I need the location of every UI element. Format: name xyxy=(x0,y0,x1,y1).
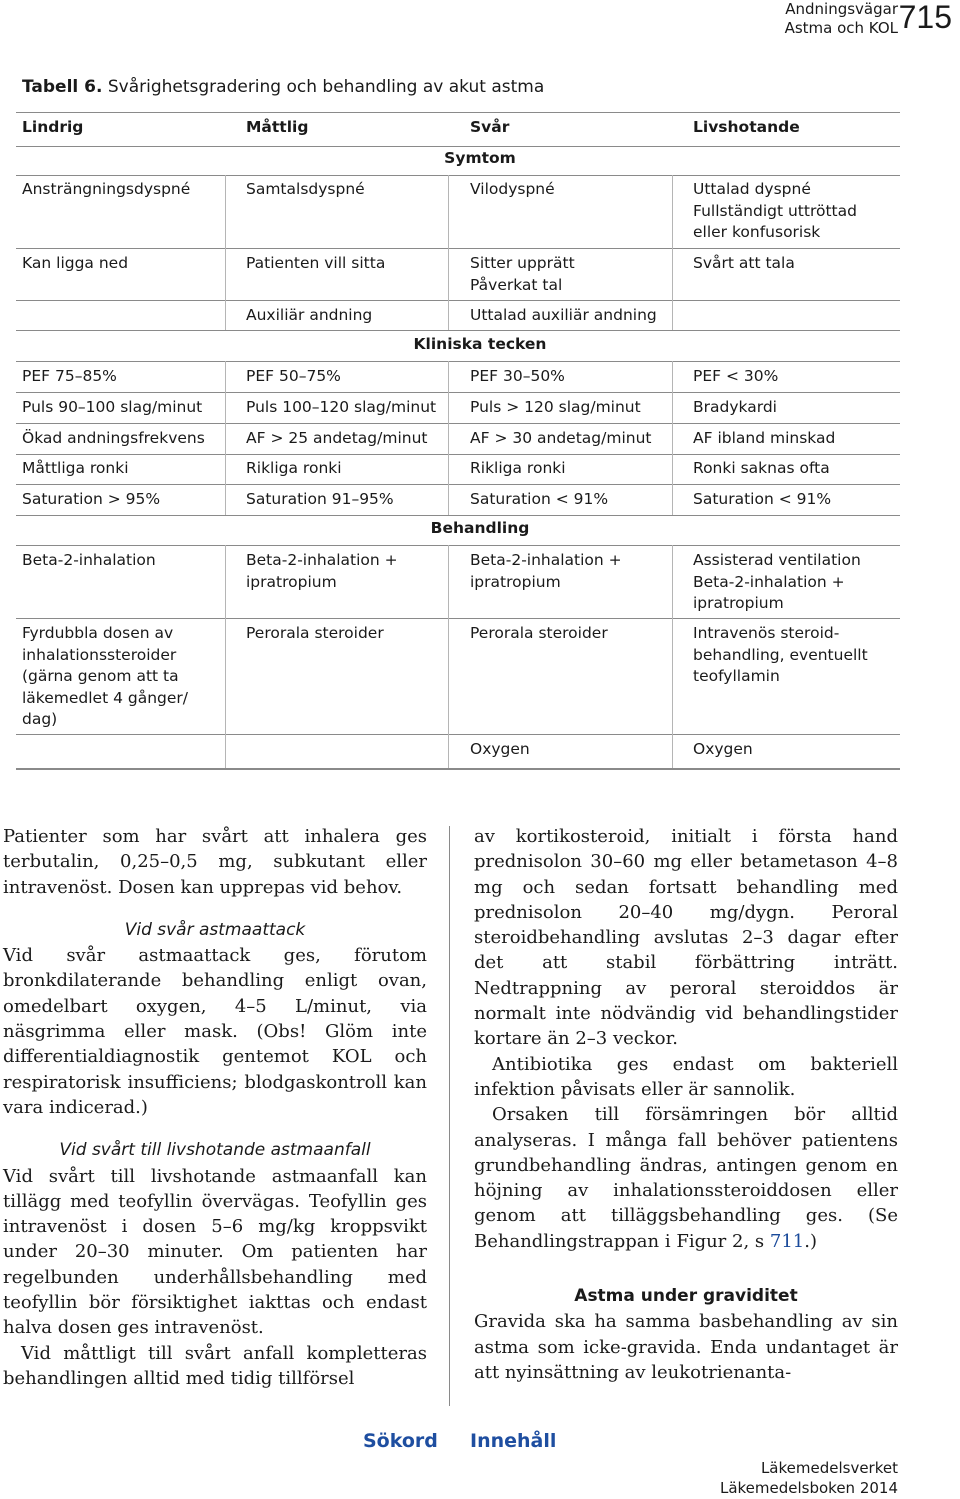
running-header-subsection: Astma och KOL xyxy=(784,19,898,37)
table-cell xyxy=(470,623,608,645)
column-divider xyxy=(449,826,450,1406)
table-rule xyxy=(16,146,900,147)
cell-line: Svårt att tala xyxy=(693,254,795,272)
table-cell: Puls 90–100 slag/minut xyxy=(22,398,203,416)
table-cell: Saturation 91–95% xyxy=(246,490,394,508)
cell-line: Fullständigt uttröttad xyxy=(693,201,857,220)
table-cell: AF > 30 andetag/minut xyxy=(470,429,652,447)
subheading: Vid svårt till livshotande astmaanfall xyxy=(59,1140,371,1161)
cell-line: Perorala steroider xyxy=(246,624,384,642)
cell-line: Patienten vill sitta xyxy=(246,254,386,272)
table-cell xyxy=(246,623,384,645)
table-rule xyxy=(16,515,900,516)
section-heading-symtom: Symtom xyxy=(444,149,516,167)
table-cell: Rikliga ronki xyxy=(246,459,342,477)
cell-line: ipratropium xyxy=(470,572,561,591)
column-header: Lindrig xyxy=(22,118,84,136)
footer-book-title: Läkemedelsboken 2014 xyxy=(719,1479,898,1497)
table-cell xyxy=(246,179,365,201)
paragraph: Vid måttligt till svårt anfall kompletteras behandlingen alltid med tidig tillförsel xyxy=(3,1342,427,1389)
table-cell: PEF < 30% xyxy=(693,367,779,385)
search-index-link[interactable]: Sökord xyxy=(363,1430,438,1452)
cell-line: Assisterad ventilation xyxy=(693,551,861,569)
table-cell xyxy=(246,253,385,275)
cell-line: Samtalsdyspné xyxy=(246,180,365,198)
column-separator xyxy=(225,175,226,330)
column-separator xyxy=(672,175,673,330)
table-rule xyxy=(16,330,900,331)
table-cell: Bradykardi xyxy=(693,398,777,416)
table-cell xyxy=(693,253,795,275)
column-separator xyxy=(225,545,226,768)
table-cell: Saturation < 91% xyxy=(693,490,832,508)
cell-line: ipratropium xyxy=(693,594,784,612)
section-heading-behandling: Behandling xyxy=(430,519,530,537)
cell-line: (gärna genom att ta xyxy=(22,667,179,685)
table-cell: AF > 25 andetag/minut xyxy=(246,429,428,447)
table-cell xyxy=(246,550,398,593)
cell-line: Fyrdubbla dosen av xyxy=(22,624,174,642)
table-cell xyxy=(470,305,657,327)
cell-line: Påverkat tal xyxy=(470,275,563,294)
table-cell: PEF 30–50% xyxy=(470,367,565,385)
table-cell: Saturation > 95% xyxy=(22,490,161,508)
cell-line: dag) xyxy=(22,710,58,728)
cell-line: behandling, eventuellt xyxy=(693,645,868,664)
table-cell: Ronki saknas ofta xyxy=(693,459,830,477)
cell-line: Beta-2-inhalation + xyxy=(693,572,845,591)
table-rule xyxy=(16,484,900,485)
paragraph-text: Orsaken till försämringen bör alltid analyseras. I många fall behöver patientens grundbehandling ändras, antingen genom en höjning av inhalationssteroiddosen eller genom att tilläggsbehandling ges. (Se Behandlingstrappan i Figur 2, s xyxy=(474,1104,898,1252)
table-rule xyxy=(16,112,900,113)
column-separator xyxy=(225,361,226,515)
table-cell xyxy=(470,739,530,761)
table-cell xyxy=(693,739,753,761)
cell-line: Uttalad auxiliär andning xyxy=(470,306,657,324)
cell-line: Oxygen xyxy=(470,740,530,758)
table-cell xyxy=(693,623,868,688)
table-cell xyxy=(470,253,575,296)
table-cell xyxy=(22,179,190,201)
table-rule xyxy=(16,423,900,424)
column-separator xyxy=(448,175,449,330)
table-cell: Puls 100–120 slag/minut xyxy=(246,398,437,416)
subheading: Vid svår astmaattack xyxy=(124,919,306,940)
column-separator xyxy=(672,361,673,515)
paragraph: Vid svårt till livshotande astmaanfall kan tillägg med teofyllin övervägas. Teofyllin ges intravenöst i dosen 5–6 mg/kg kroppsvikt under 20–30 minuter. Om patienten har regelbunden underhållsbehandling med teofyllin bör försiktighet iakttas och endast halva dosen ges intravenöst. xyxy=(3,1165,427,1339)
running-header-section: Andningsvägar xyxy=(785,0,898,18)
cell-line: Uttalad dyspné xyxy=(693,180,811,198)
body-column-right xyxy=(474,824,898,1385)
column-separator xyxy=(448,545,449,768)
cell-line: Beta-2-inhalation xyxy=(22,551,156,569)
column-separator xyxy=(672,545,673,768)
table-cell xyxy=(246,305,372,327)
table-cell: PEF 75–85% xyxy=(22,367,117,385)
paragraph: av kortikosteroid, initialt i första hand prednisolon 30–60 mg eller betametason 4–8 mg och sedan fortsatt behandling med prednisolon 20–40 mg/dygn. Peroral steroidbehandling avslutas 2–3 dagar efter det att stabil förbättring inträtt. Nedtrappning av peroral steroiddos är normalt inte nödvändig vid behandlingstider kortare än 2–3 veckor. xyxy=(474,826,898,1050)
table-rule xyxy=(16,248,900,249)
table-cell: PEF 50–75% xyxy=(246,367,341,385)
column-header: Svår xyxy=(470,118,510,136)
table-cell: Saturation < 91% xyxy=(470,490,609,508)
subheading: Astma under graviditet xyxy=(574,1286,798,1307)
table-caption-label: Tabell 6. xyxy=(22,77,103,97)
table-cell xyxy=(22,623,188,731)
table-rule xyxy=(16,175,900,176)
table-cell xyxy=(22,253,128,275)
table-rule xyxy=(16,734,900,735)
paragraph xyxy=(474,1102,898,1254)
table-of-contents-link[interactable]: Innehåll xyxy=(470,1430,557,1452)
body-column-left xyxy=(3,824,427,1391)
table-cell xyxy=(693,550,861,615)
cell-line: inhalationssteroider xyxy=(22,645,177,664)
section-heading-kliniska-tecken: Kliniska tecken xyxy=(413,335,547,353)
cell-line: Intravenös steroid- xyxy=(693,624,840,642)
cell-line: teofyllamin xyxy=(693,667,780,685)
paragraph-text: .) xyxy=(804,1230,817,1252)
paragraph: Gravida ska ha samma basbehandling av sin astma som icke-gravida. Enda undantaget är att nyinsättning av leukotrienanta- xyxy=(474,1311,898,1383)
table-cell: Puls > 120 slag/minut xyxy=(470,398,641,416)
cell-line: Sitter upprätt xyxy=(470,254,575,272)
table-rule xyxy=(16,545,900,546)
paragraph: Vid svår astmaattack ges, förutom bronkdilaterande behandling enligt ovan, omedelbart oxygen, 4–5 L/minut, via näsgrimma eller mask. (Obs! Glöm inte differentialdiagnostik gentemot KOL och respiratorisk insufficiens; blodgaskontroll kan vara indicerad.) xyxy=(3,945,427,1118)
cell-line: Oxygen xyxy=(693,740,753,758)
table-rule xyxy=(16,768,900,770)
cell-line: Kan ligga ned xyxy=(22,254,129,272)
cell-line: Auxiliär andning xyxy=(246,306,373,324)
cell-line: ipratropium xyxy=(246,572,337,591)
cell-line: Ansträngningsdyspné xyxy=(22,180,191,198)
cell-line: Vilodyspné xyxy=(470,180,555,198)
table-cell xyxy=(693,179,857,244)
table-rule xyxy=(16,392,900,393)
table-cell xyxy=(22,550,156,572)
cell-line: Beta-2-inhalation + xyxy=(246,551,398,569)
cell-line: Beta-2-inhalation + xyxy=(470,551,622,569)
table-cell: Ökad andningsfrekvens xyxy=(22,429,205,447)
table-rule xyxy=(16,361,900,362)
table-cell: Måttliga ronki xyxy=(22,459,129,477)
column-header: Livshotande xyxy=(693,118,800,136)
table-rule xyxy=(16,300,900,301)
table-rule xyxy=(16,454,900,455)
cell-line: eller konfusorisk xyxy=(693,223,821,241)
table-rule xyxy=(16,618,900,619)
table-caption-text: Svårighetsgradering och behandling av akut astma xyxy=(107,77,545,97)
table-cell xyxy=(470,550,622,593)
table-cell: AF ibland minskad xyxy=(693,429,836,447)
column-separator xyxy=(448,361,449,515)
page-number: 715 xyxy=(898,0,952,35)
cell-line: Perorala steroider xyxy=(470,624,608,642)
cell-line: läkemedlet 4 gånger/ xyxy=(22,688,189,707)
page-reference-link[interactable]: 711 xyxy=(769,1230,805,1252)
table-cell xyxy=(470,179,555,201)
footer-publisher: Läkemedelsverket xyxy=(760,1459,898,1477)
paragraph: Antibiotika ges endast om bakteriell infektion påvisats eller är sannolik. xyxy=(474,1053,898,1100)
column-header: Måttlig xyxy=(246,118,309,136)
paragraph: Patienter som har svårt att inhalera ges terbutalin, 0,25–0,5 mg, subkutant eller intravenöst. Dosen kan upprepas vid behov. xyxy=(3,826,427,898)
table-cell: Rikliga ronki xyxy=(470,459,566,477)
